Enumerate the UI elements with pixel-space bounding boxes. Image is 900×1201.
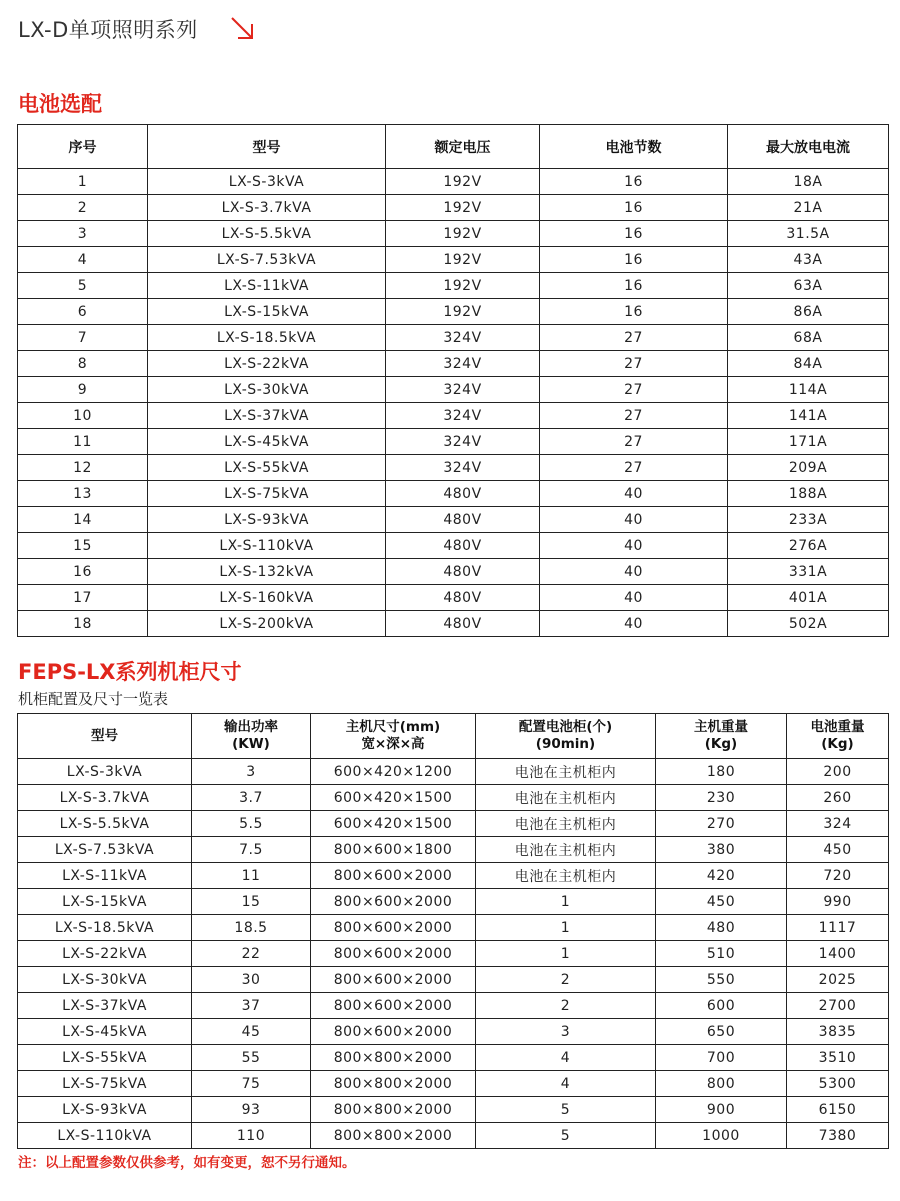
table-cell: 27 [540,325,728,351]
table-cell: 27 [540,455,728,481]
table-cell: 13 [18,481,148,507]
table-cell: 1 [476,915,656,941]
table-row [18,811,889,837]
table-cell: 5 [476,1097,656,1123]
table-cell: 800×600×2000 [311,915,476,941]
table-cell: 22 [192,941,311,967]
table-cell: 17 [18,585,148,611]
table-cell: LX-S-7.53kVA [148,247,386,273]
table-row [18,1097,889,1123]
table-cell: 800×800×2000 [311,1123,476,1149]
table-cell: 324V [386,377,540,403]
table-cell: 8 [18,351,148,377]
table-cell: 380 [656,837,787,863]
disclaimer-note: 注：以上配置参数仅供参考，如有变更，恕不另行通知。 [18,1155,356,1171]
table-cell: 1 [476,941,656,967]
table-cell: LX-S-7.53kVA [18,837,192,863]
table-cell: 16 [540,273,728,299]
table-cell: 10 [18,403,148,429]
table-cell: 16 [540,299,728,325]
table-cell: 3 [18,221,148,247]
table-row [18,299,889,325]
table-cell: 40 [540,533,728,559]
table-cell: 40 [540,507,728,533]
table-cell: LX-S-75kVA [148,481,386,507]
table-cell: LX-S-15kVA [148,299,386,325]
table-cell: 502A [728,611,889,637]
table-cell: 510 [656,941,787,967]
table-cell: 2 [476,993,656,1019]
table-cell: 63A [728,273,889,299]
table-cell: LX-S-55kVA [18,1045,192,1071]
table-cell: 800×600×2000 [311,941,476,967]
table-row [18,221,889,247]
table-cell: 5.5 [192,811,311,837]
table-cell: LX-S-11kVA [18,863,192,889]
cabinet-section-title: FEPS-LX系列机柜尺寸 [18,660,242,684]
table-cell: 电池在主机柜内 [476,811,656,837]
table-cell: 4 [476,1045,656,1071]
table-cell: 480V [386,585,540,611]
table-cell: 233A [728,507,889,533]
table-cell: 192V [386,273,540,299]
table-cell: 4 [18,247,148,273]
table-cell: 450 [656,889,787,915]
table-row [18,455,889,481]
table-cell: 2 [476,967,656,993]
table-cell: LX-S-160kVA [148,585,386,611]
table-cell: 324V [386,325,540,351]
column-header: 型号 [18,714,192,759]
table-cell: LX-S-18.5kVA [18,915,192,941]
table-cell: LX-S-30kVA [148,377,386,403]
column-header: 主机重量 (Kg) [656,714,787,759]
table-cell: 86A [728,299,889,325]
battery-section-title: 电池选配 [18,92,102,116]
table-row [18,559,889,585]
table-cell: 1400 [787,941,889,967]
table-cell: 1 [18,169,148,195]
table-row [18,429,889,455]
table-row [18,377,889,403]
table-cell: 1000 [656,1123,787,1149]
table-cell: 480V [386,559,540,585]
table-cell: 2 [18,195,148,221]
table-cell: LX-S-3.7kVA [18,785,192,811]
table-cell: 27 [540,429,728,455]
table-cell: 4 [476,1071,656,1097]
table-cell: 450 [787,837,889,863]
table-cell: LX-S-11kVA [148,273,386,299]
table-cell: 27 [540,377,728,403]
table-row [18,1071,889,1097]
table-cell: LX-S-15kVA [18,889,192,915]
table-cell: 68A [728,325,889,351]
page-title: LX-D单项照明系列 [18,18,198,42]
table-cell: 800×800×2000 [311,1045,476,1071]
table-cell: LX-S-37kVA [18,993,192,1019]
table-cell: 700 [656,1045,787,1071]
table-row [18,759,889,785]
table-row [18,273,889,299]
table-cell: 3835 [787,1019,889,1045]
column-header: 主机尺寸(mm) 宽×深×高 [311,714,476,759]
table-cell: LX-S-30kVA [18,967,192,993]
table-cell: 900 [656,1097,787,1123]
table-cell: 720 [787,863,889,889]
table-cell: 40 [540,559,728,585]
table-cell: LX-S-45kVA [18,1019,192,1045]
page-header [18,14,258,44]
table-cell: 84A [728,351,889,377]
table-cell: 7.5 [192,837,311,863]
table-cell: 324V [386,403,540,429]
table-cell: 6 [18,299,148,325]
table-cell: LX-S-22kVA [18,941,192,967]
table-cell: 5300 [787,1071,889,1097]
table-cell: LX-S-5.5kVA [148,221,386,247]
table-row [18,967,889,993]
table-row [18,351,889,377]
table-cell: 331A [728,559,889,585]
table-cell: 31.5A [728,221,889,247]
table-cell: 600×420×1500 [311,785,476,811]
table-row [18,1123,889,1149]
table-cell: LX-S-37kVA [148,403,386,429]
table-cell: 14 [18,507,148,533]
table-cell: LX-S-3.7kVA [148,195,386,221]
table-cell: LX-S-3kVA [148,169,386,195]
table-cell: 1 [476,889,656,915]
table-cell: 2700 [787,993,889,1019]
column-header: 型号 [148,125,386,169]
table-cell: 324V [386,351,540,377]
table-cell: 180 [656,759,787,785]
table-cell: LX-S-3kVA [18,759,192,785]
table-cell: 800×800×2000 [311,1071,476,1097]
table-cell: 480 [656,915,787,941]
table-cell: 电池在主机柜内 [476,837,656,863]
table-cell: 11 [192,863,311,889]
table-cell: 800×600×2000 [311,1019,476,1045]
table-cell: 40 [540,611,728,637]
table-cell: 37 [192,993,311,1019]
table-cell: LX-S-22kVA [148,351,386,377]
table-cell: 27 [540,403,728,429]
table-cell: 480V [386,481,540,507]
table-cell: 600×420×1200 [311,759,476,785]
table-cell: 324 [787,811,889,837]
table-cell: 401A [728,585,889,611]
table-cell: 75 [192,1071,311,1097]
table-cell: LX-S-75kVA [18,1071,192,1097]
column-header: 电池重量 (Kg) [787,714,889,759]
table-row [18,533,889,559]
table-row [18,507,889,533]
table-cell: 16 [540,247,728,273]
table-cell: 5 [18,273,148,299]
column-header: 配置电池柜(个) (90min) [476,714,656,759]
table-cell: 18.5 [192,915,311,941]
table-cell: 电池在主机柜内 [476,785,656,811]
table-cell: 114A [728,377,889,403]
table-cell: 171A [728,429,889,455]
table-cell: 800 [656,1071,787,1097]
table-cell: 650 [656,1019,787,1045]
table-row [18,863,889,889]
table-row [18,1019,889,1045]
table-cell: LX-S-132kVA [148,559,386,585]
table-row [18,1045,889,1071]
table-cell: 16 [540,221,728,247]
table-cell: 3 [192,759,311,785]
table-row [18,993,889,1019]
table-cell: 480V [386,611,540,637]
table-cell: 27 [540,351,728,377]
table-cell: LX-S-93kVA [18,1097,192,1123]
cabinet-table-header [18,714,889,759]
cabinet-table [17,713,889,1149]
table-cell: 16 [18,559,148,585]
table-cell: 192V [386,169,540,195]
table-cell: LX-S-5.5kVA [18,811,192,837]
table-cell: 480V [386,533,540,559]
table-cell: 270 [656,811,787,837]
battery-table-header [18,125,889,169]
table-row [18,941,889,967]
table-cell: 16 [540,169,728,195]
column-header: 最大放电电流 [728,125,889,169]
table-cell: 2025 [787,967,889,993]
table-cell: 420 [656,863,787,889]
column-header: 序号 [18,125,148,169]
table-cell: 230 [656,785,787,811]
table-cell: LX-S-93kVA [148,507,386,533]
table-cell: 40 [540,481,728,507]
table-cell: 192V [386,221,540,247]
table-cell: 600×420×1500 [311,811,476,837]
table-cell: 6150 [787,1097,889,1123]
table-row [18,403,889,429]
column-header: 输出功率 (KW) [192,714,311,759]
table-cell: 3510 [787,1045,889,1071]
table-cell: 15 [192,889,311,915]
table-cell: 1117 [787,915,889,941]
table-cell: 324V [386,429,540,455]
table-cell: 12 [18,455,148,481]
table-cell: 15 [18,533,148,559]
table-cell: LX-S-18.5kVA [148,325,386,351]
table-row [18,889,889,915]
table-row [18,585,889,611]
table-cell: 192V [386,247,540,273]
arrow-down-right-icon [228,14,258,44]
table-cell: 800×600×2000 [311,863,476,889]
table-cell: 800×600×2000 [311,889,476,915]
table-cell: 电池在主机柜内 [476,759,656,785]
column-header: 额定电压 [386,125,540,169]
table-cell: 324V [386,455,540,481]
table-cell: 93 [192,1097,311,1123]
table-row [18,915,889,941]
table-cell: 9 [18,377,148,403]
table-cell: 43A [728,247,889,273]
table-row [18,169,889,195]
table-cell: 276A [728,533,889,559]
table-cell: 18A [728,169,889,195]
battery-table [17,124,889,637]
table-cell: 550 [656,967,787,993]
table-cell: 3 [476,1019,656,1045]
table-cell: 55 [192,1045,311,1071]
table-cell: 5 [476,1123,656,1149]
table-cell: LX-S-200kVA [148,611,386,637]
table-cell: 30 [192,967,311,993]
table-cell: 7 [18,325,148,351]
table-cell: 40 [540,585,728,611]
table-row [18,325,889,351]
table-row [18,837,889,863]
table-cell: 21A [728,195,889,221]
table-row [18,247,889,273]
table-cell: 110 [192,1123,311,1149]
table-cell: 800×800×2000 [311,1097,476,1123]
table-row [18,611,889,637]
table-cell: 990 [787,889,889,915]
cabinet-table-subtitle: 机柜配置及尺寸一览表 [18,690,169,708]
table-cell: 3.7 [192,785,311,811]
table-cell: 18 [18,611,148,637]
table-cell: 141A [728,403,889,429]
table-cell: 45 [192,1019,311,1045]
table-cell: 800×600×2000 [311,993,476,1019]
table-row [18,195,889,221]
table-cell: LX-S-110kVA [148,533,386,559]
table-cell: 7380 [787,1123,889,1149]
table-cell: 800×600×2000 [311,967,476,993]
table-cell: 480V [386,507,540,533]
table-cell: 16 [540,195,728,221]
table-cell: 192V [386,299,540,325]
table-cell: 188A [728,481,889,507]
column-header: 电池节数 [540,125,728,169]
table-row [18,785,889,811]
table-cell: LX-S-45kVA [148,429,386,455]
table-cell: 260 [787,785,889,811]
table-cell: 11 [18,429,148,455]
table-cell: 200 [787,759,889,785]
table-cell: 600 [656,993,787,1019]
table-cell: 192V [386,195,540,221]
table-cell: 电池在主机柜内 [476,863,656,889]
table-cell: 800×600×1800 [311,837,476,863]
table-cell: 209A [728,455,889,481]
table-cell: LX-S-110kVA [18,1123,192,1149]
table-row [18,481,889,507]
table-cell: LX-S-55kVA [148,455,386,481]
